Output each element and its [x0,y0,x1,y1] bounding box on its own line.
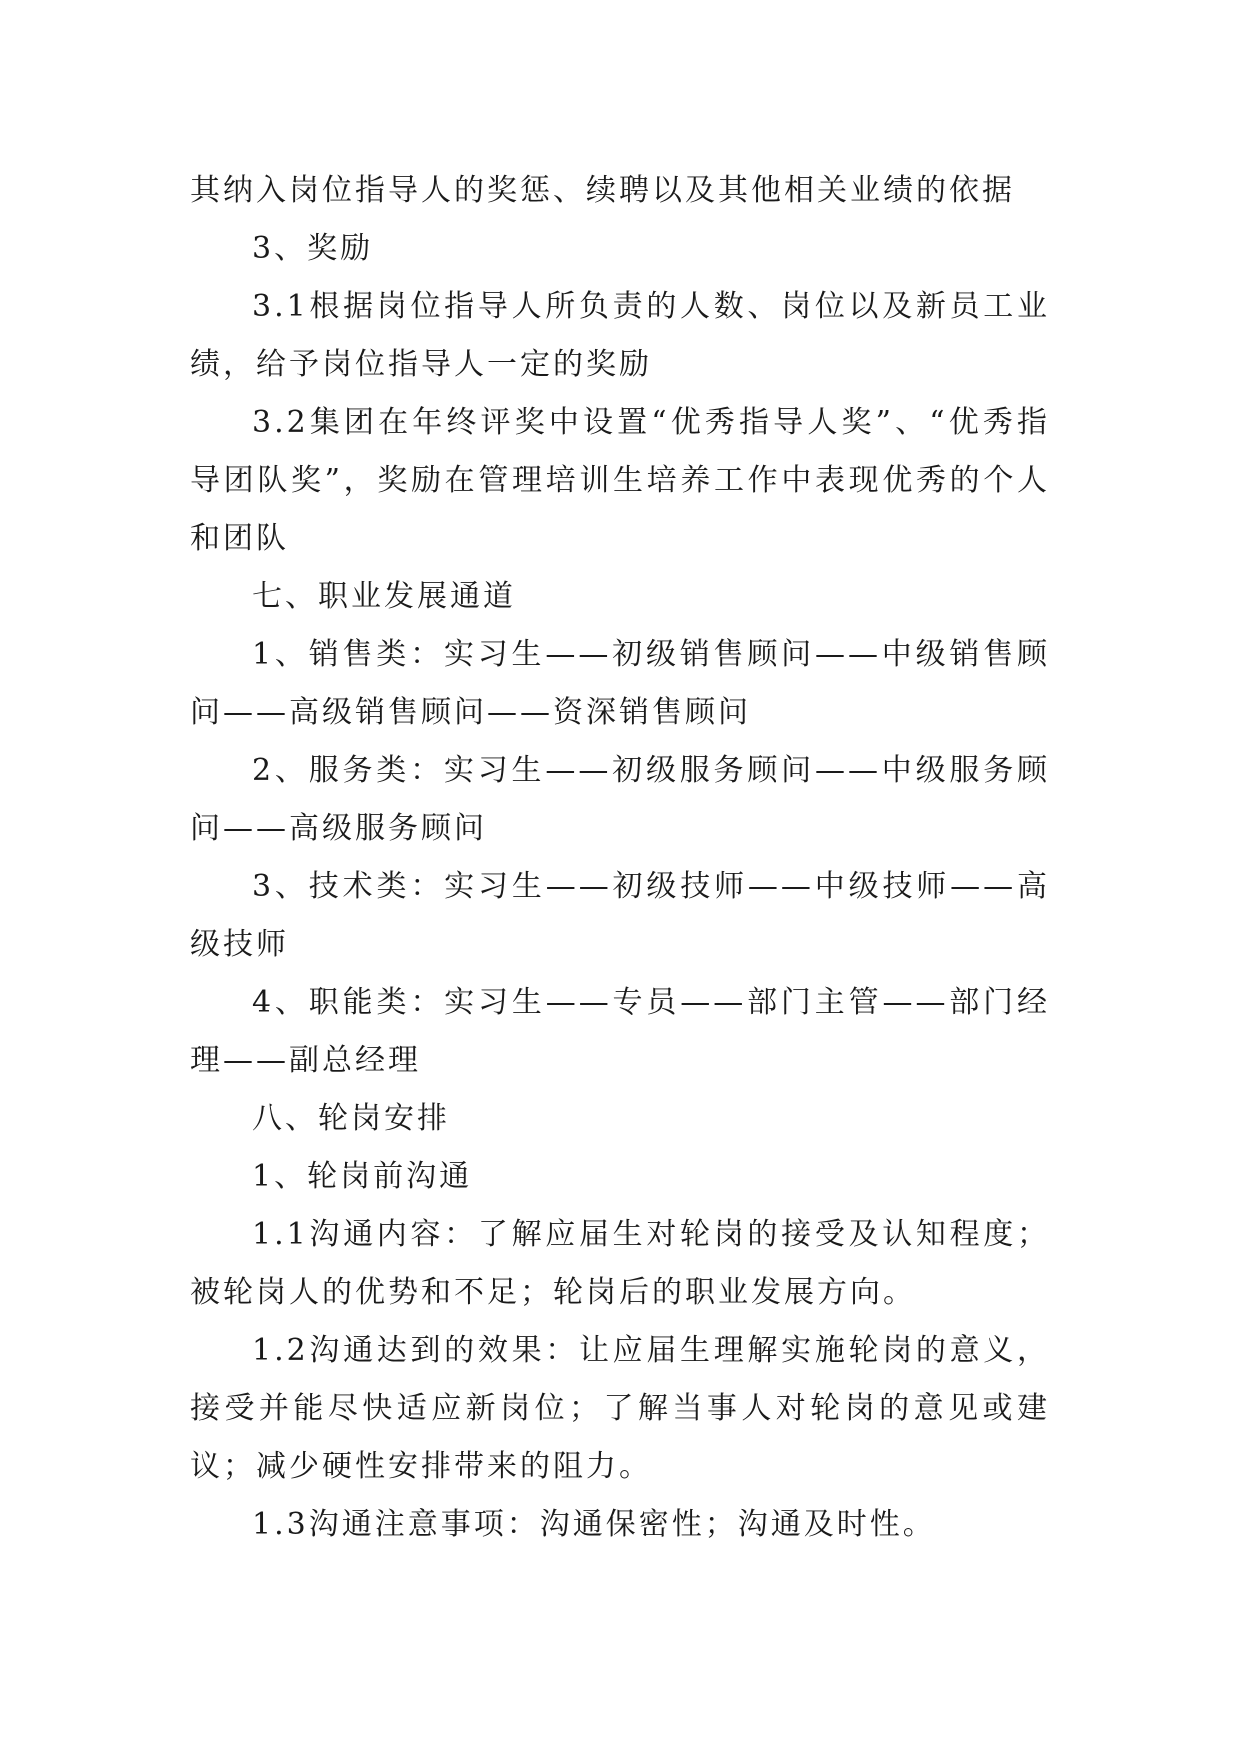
section-heading: 八、轮岗安排 [252,1101,450,1136]
paragraph: 4、职能类：实习生——专员——部门主管——部门经理——副总经理 [190,985,1050,1078]
paragraph: 3.2集团在年终评奖中设置“优秀指导人奖”、“优秀指导团队奖”，奖励在管理培训生培养工作中表现优秀的个人和团队 [190,405,1050,556]
paragraph: 1.1沟通内容：了解应届生对轮岗的接受及认知程度；被轮岗人的优势和不足；轮岗后的职业发展方向。 [190,1217,1050,1310]
document-body [190,162,1050,1554]
paragraph: 1.2沟通达到的效果：让应届生理解实施轮岗的意义，接受并能尽快适应新岗位；了解当事人对轮岗的意见或建议；减少硬性安排带来的阻力。 [190,1333,1050,1484]
section-heading: 七、职业发展通道 [252,579,516,614]
paragraph: 2、服务类：实习生——初级服务顾问——中级服务顾问——高级服务顾问 [190,753,1050,846]
paragraph: 1.3沟通注意事项：沟通保密性；沟通及时性。 [252,1507,936,1542]
paragraph: 其纳入岗位指导人的奖惩、续聘以及其他相关业绩的依据 [190,173,1015,208]
subsection-heading: 1、轮岗前沟通 [252,1159,473,1194]
paragraph: 1、销售类：实习生——初级销售顾问——中级销售顾问——高级销售顾问——资深销售顾问 [190,637,1050,730]
paragraph: 3、技术类：实习生——初级技师——中级技师——高级技师 [190,869,1050,962]
section-heading: 3、奖励 [252,231,374,266]
paragraph: 3.1根据岗位指导人所负责的人数、岗位以及新员工业绩，给予岗位指导人一定的奖励 [190,289,1050,382]
